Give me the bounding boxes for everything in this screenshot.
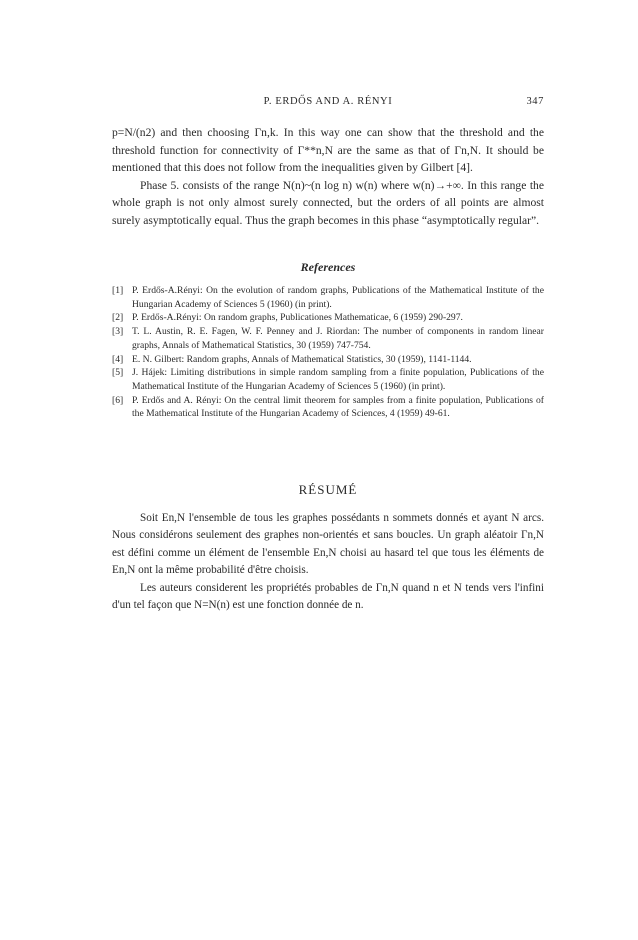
resume-paragraph-1: Soit En,N l'ensemble de tous les graphes possédants n sommets donnés et ayant N arcs. Nous considérons seulement des graphes non-orientés et sans boucles. Un graph aléatoir Γn,N est défini comme un élément de l'ensemble En,N choisi au hasard tel que tous les éléments de En,N ont la même probabilité d'être choisis.: [112, 512, 544, 577]
reference-item: [112, 353, 544, 367]
reference-number: [2]: [112, 312, 124, 324]
reference-text: P. Erdős-A.Rényi: On the evolution of random graphs, Publications of the Mathematical Institute of the Hungarian Academy of Sciences 5 (1960) (in print).: [132, 285, 544, 310]
resume-text: [112, 510, 544, 614]
reference-text: P. Erdős and A. Rényi: On the central limit theorem for samples from a finite population, Publications of the Mathematical Institute of the Hungarian Academy of Sciences, 4 (1959) 49-61.: [132, 394, 544, 420]
header-authors: P. ERDŐS AND A. RÉNYI: [263, 96, 393, 107]
reference-item: [112, 366, 544, 393]
reference-text: P. Erdős-A.Rényi: On random graphs, Publicationes Mathematicae, 6 (1959) 290-297.: [132, 312, 463, 324]
reference-text: E. N. Gilbert: Random graphs, Annals of Mathematical Statistics, 30 (1959), 1141-1144.: [132, 353, 472, 365]
reference-number: [6]: [112, 394, 124, 406]
reference-text: T. L. Austin, R. E. Fagen, W. F. Penney and J. Riordan: The number of components in random linear graphs, Annals of Mathematical Statistics, 30 (1959) 747-754.: [132, 326, 544, 351]
reference-item: [112, 325, 544, 352]
reference-number: [3]: [112, 326, 124, 338]
running-header: [112, 96, 544, 112]
reference-number: [1]: [112, 285, 124, 296]
resume-paragraph-2: Les auteurs considerent les propriétés probables de Γn,N quand n et N tends vers l'infini d'un tel façon que N=N(n) est une fonction donnée de n.: [112, 581, 544, 612]
reference-number: [5]: [112, 367, 124, 379]
resume-heading: RÉSUMÉ: [298, 482, 358, 497]
paragraph-phase-5: Phase 5. consists of the range N(n)~(n log n) w(n) where w(n)→+∞. In this range the whole graph is not only almost surely connected, but the orders of all points are almost surely asymptotically equal. Thus the graph becomes in this phase “asymptotically regular”.: [112, 178, 544, 227]
page-number: 347: [526, 96, 544, 107]
reference-item: [112, 284, 544, 311]
body-text: [112, 124, 544, 230]
references-heading: References: [300, 260, 356, 274]
paragraph-threshold: p=N/(n2) and then choosing Γn,k. In this way one can show that the threshold and the threshold function for connectivity of Γ**n,N are the same as that of Γn,N. It should be mentioned that this does not follow from the inequalities given by Gilbert [4].: [112, 126, 544, 175]
reference-number: [4]: [112, 353, 124, 365]
reference-list: [112, 284, 544, 421]
reference-item: [112, 394, 544, 421]
reference-text: J. Hájek: Limiting distributions in simple random sampling from a finite population, Publications of the Mathematical Institute of the Hungarian Academy of Sciences 5 (1960) (in print).: [132, 367, 544, 392]
reference-item: [112, 311, 544, 325]
